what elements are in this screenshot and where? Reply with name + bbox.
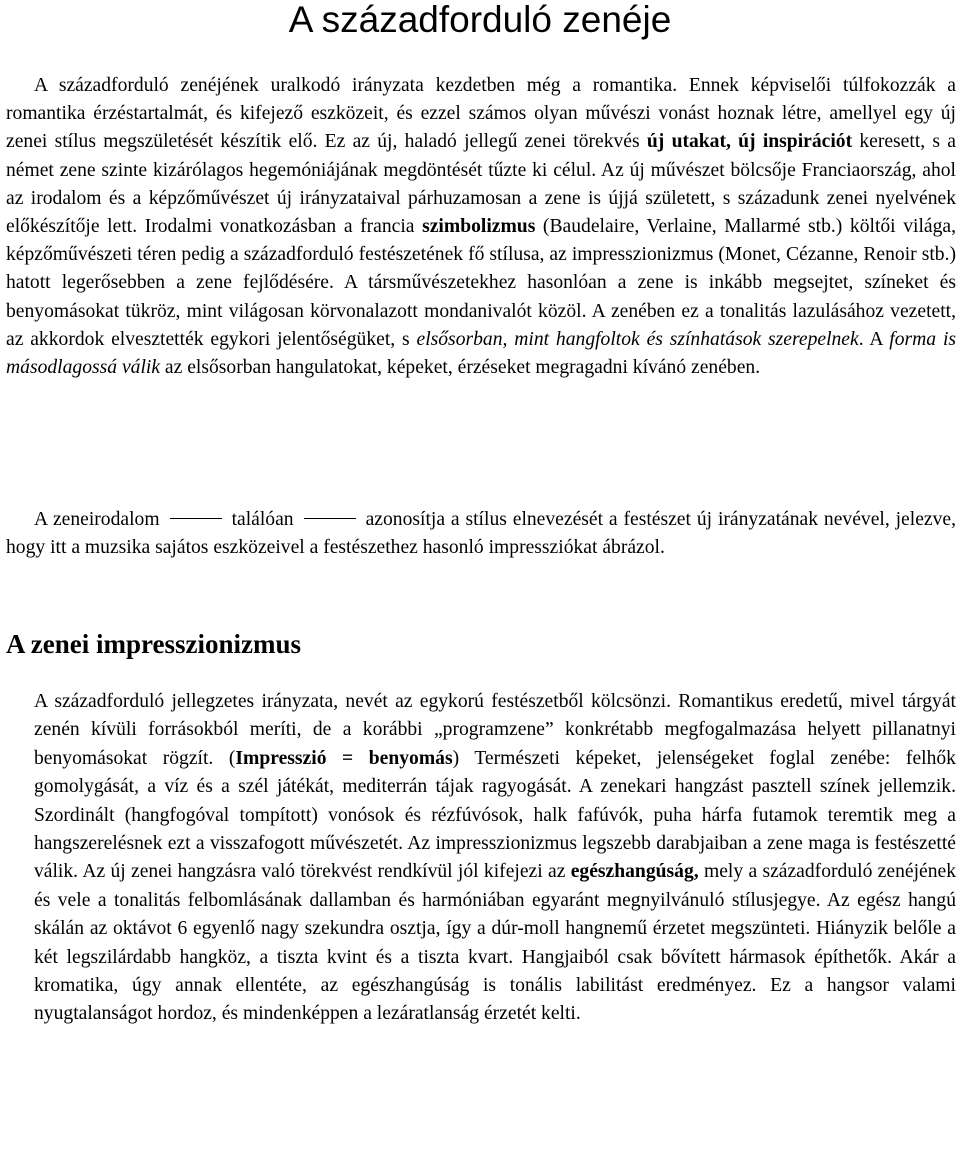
bold-definition: Impresszió = benyomás — [235, 747, 453, 769]
em-dash — [304, 518, 356, 519]
bold-term: egészhangúság, — [570, 861, 699, 883]
text-run: A századforduló jellegzetes irányzata, nevét az egykorú festészetből kölcsönzi. Romantikus eredetű, mivel tárgyát zenén kívüli forrásokból meríti, de a korábbi „programzene” konkrétabb megfogalmazása helyett pillanatnyi benyomásokat rögzít. ( — [34, 691, 956, 769]
text-run: A századforduló zenéjének uralkodó irányzata kezdetben még a romantika. Ennek képviselői túlfokozzák a romantika érzéstartalmát, és kifejező eszközeit, és ezzel számos olyan művészi vonást hoznak létre, amellyel egy új zenei stílus megszületését készítik elő. Ez az új, haladó jellegű zenei törekvés — [6, 75, 956, 153]
text-run: azonosítja a stílus elnevezését a festészet új irányzatának nevével, jelezve, hogy itt a muzsika sajátos eszközeivel a festészethez hasonló impressziókat ábrázol. — [6, 509, 956, 559]
page-title: A századforduló zenéje — [288, 0, 672, 40]
paragraph-intro — [6, 72, 956, 382]
paragraph-impressionism — [34, 688, 956, 1029]
text-run: keresett, s a német zene szinte kizárólagos hegemóniájának megdöntését tűzte ki célul. Az új művészet bölcsője Franciaország, ahol az irodalom és a képzőművészet új irányzataival párhuzamosan a zene is újjá született, s századunk zenei nyelvének előkészítője lett. Irodalmi vonatkozásban a francia — [6, 131, 956, 238]
text-run: ) Természeti képeket, jelenségeket foglal zenébe: felhők gomolygását, a víz és a szél játékát, mediterrán tájak ragyogását. A zenekari hangzást pasztell színek jellemzik. Szordinált (hangfogóval tompított) vonósok és rézfúvósok, halk fafúvók, puha hárfa futamok teremtik meg a hangszerelésnek ezt a visszafogott művészetét. Az impresszionizmus legszebb darabjaiban a zene maga is festészetté válik. Az új zenei hangzásra való törekvést rendkívül jól kifejezi az — [34, 747, 956, 883]
text-run: . A — [858, 328, 890, 350]
italic-phrase: forma is másodlagossá válik — [6, 328, 957, 379]
text-run: találóan — [231, 509, 294, 530]
section-heading: A zenei impresszionizmus — [6, 629, 301, 659]
em-dash — [170, 518, 222, 519]
bold-phrase: új utakat, új inspirációt — [646, 131, 853, 153]
text-run: (Baudelaire, Verlaine, Mallarmé stb.) költői világa, képzőművészeti téren pedig a századforduló festészetének fő stílusa, az impresszionizmus (Monet, Cézanne, Renoir stb.) hatott legerősebben a zene fejlődésére. A társművészetekhez hasonlóan a zene is inkább megsejtet, színeket és benyomásokat tükröz, mint világosan körvonalazott mondanivalót közöl. A zenében ez a tonalitás lazulásához vezetett, az akkordok elvesztették egykori jelentőségüket, s — [6, 216, 957, 350]
text-run: mely a századforduló zenéjének és vele a tonalitás felbomlásának dallamban és harmóniában egyaránt megnyilvánuló stílusjegye. Az egész hangú skálán az oktávot 6 egyenlő nagy szekundra osztja, így a dúr-moll hangnemű érzetet megszünteti. Hiányzik belőle a két legszilárdabb hangköz, a tiszta kvint és a tiszta kvart. Hangjaiból csak bővített hármasok építhetők. Akár a kromatika, úgy annak ellentéte, az egészhangúság is tonális labilitást eredményez. Ez a hangsor valami nyugtalanságot hordoz, és mindenképpen a lezáratlanság érzetét kelti. — [34, 861, 956, 1025]
italic-phrase: elsősorban, mint hangfoltok és színhatások szerepelnek — [416, 328, 859, 350]
paragraph-naming — [6, 506, 956, 562]
text-run: A zeneirodalom — [34, 509, 160, 530]
text-run: az elsősorban hangulatokat, képeket, érzéseket megragadni kívánó zenében. — [160, 357, 761, 379]
bold-term: szimbolizmus — [422, 216, 536, 238]
